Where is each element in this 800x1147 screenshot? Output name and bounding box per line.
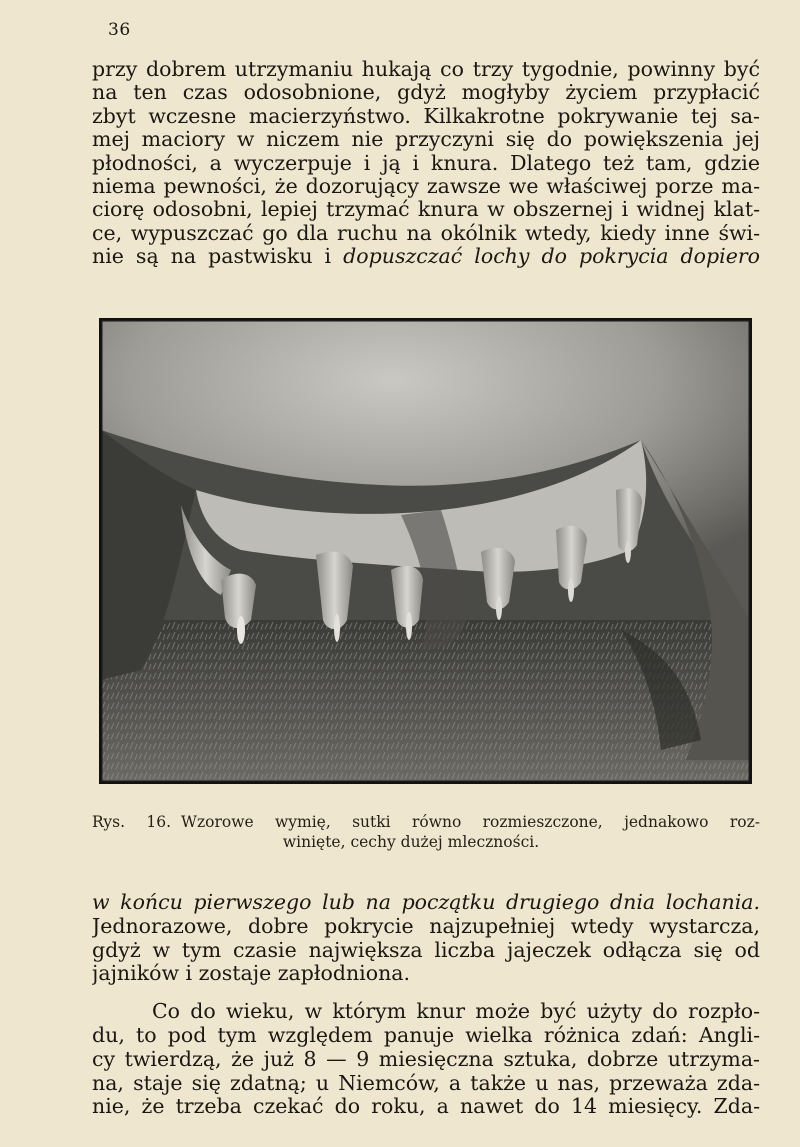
text-line: Co do wieku, w którym knur może być użyty do rozpło-	[152, 1000, 760, 1024]
figure-label: Rys. 16.	[92, 813, 172, 831]
figure-photograph	[99, 318, 752, 784]
text-line: ce, wypuszczać go dla ruchu na okólnik wtedy, kiedy inne świ-	[92, 221, 760, 245]
plain-text: nie są na pastwisku i	[92, 245, 344, 269]
page-number: 36	[108, 20, 131, 40]
emphasized-text: dopuszczać lochy do pokrycia dopiero	[343, 245, 760, 269]
text-line: ciorę odosobni, lepiej trzymać knura w obszernej i widnej klat-	[92, 198, 760, 222]
text-line: na ten czas odosobnione, gdyż mogłyby życiem przypłacić	[92, 81, 760, 105]
top-paragraph	[92, 58, 760, 269]
figure-caption	[92, 812, 760, 852]
text-line: zbyt wczesne macierzyństwo. Kilkakrotne pokrywanie tej sa-	[92, 104, 760, 128]
caption-line: winięte, cechy dużej mleczności.	[282, 833, 540, 851]
text-line: cy twierdzą, że już 8 — 9 miesięczna sztuka, dobrze utrzyma-	[92, 1047, 760, 1071]
emphasized-text-line: w końcu pierwszego lub na początku drugiego dnia lochania.	[92, 891, 760, 914]
caption-text: Wzorowe wymię, sutki równo rozmieszczone, jednakowo roz-	[181, 813, 760, 831]
text-line: mej maciory w niczem nie przyczyni się do powiększenia jej	[92, 128, 760, 152]
text-line: jajników i zostaje zapłodniona.	[92, 962, 411, 986]
bottom-paragraphs	[92, 891, 760, 1119]
text-line-mixed	[92, 245, 760, 268]
text-line: nie, że trzeba czekać do roku, a nawet do 14 miesięcy. Zda-	[92, 1095, 760, 1119]
text-line: na, staje się zdatną; u Niemców, a także u nas, przeważa zda-	[92, 1071, 760, 1095]
paragraph-gap	[92, 986, 760, 1000]
text-line: du, to pod tym względem panuje wielka różnica zdań: Angli-	[92, 1023, 760, 1047]
udder-photo-illustration	[101, 320, 750, 782]
text-line: niema pewności, że dozorujący zawsze we właściwej porze ma-	[92, 175, 760, 199]
caption-line	[92, 812, 760, 832]
text-line: Jednorazowe, dobre pokrycie najzupełniej wtedy wystarcza,	[92, 914, 760, 938]
text-line: płodności, a wyczerpuje i ją i knura. Dlatego też tam, gdzie	[92, 151, 760, 175]
text-line: przy dobrem utrzymaniu hukają co trzy tygodnie, powinny być	[92, 58, 760, 81]
text-line: gdyż w tym czasie największa liczba jajeczek odłącza się od	[92, 938, 760, 962]
